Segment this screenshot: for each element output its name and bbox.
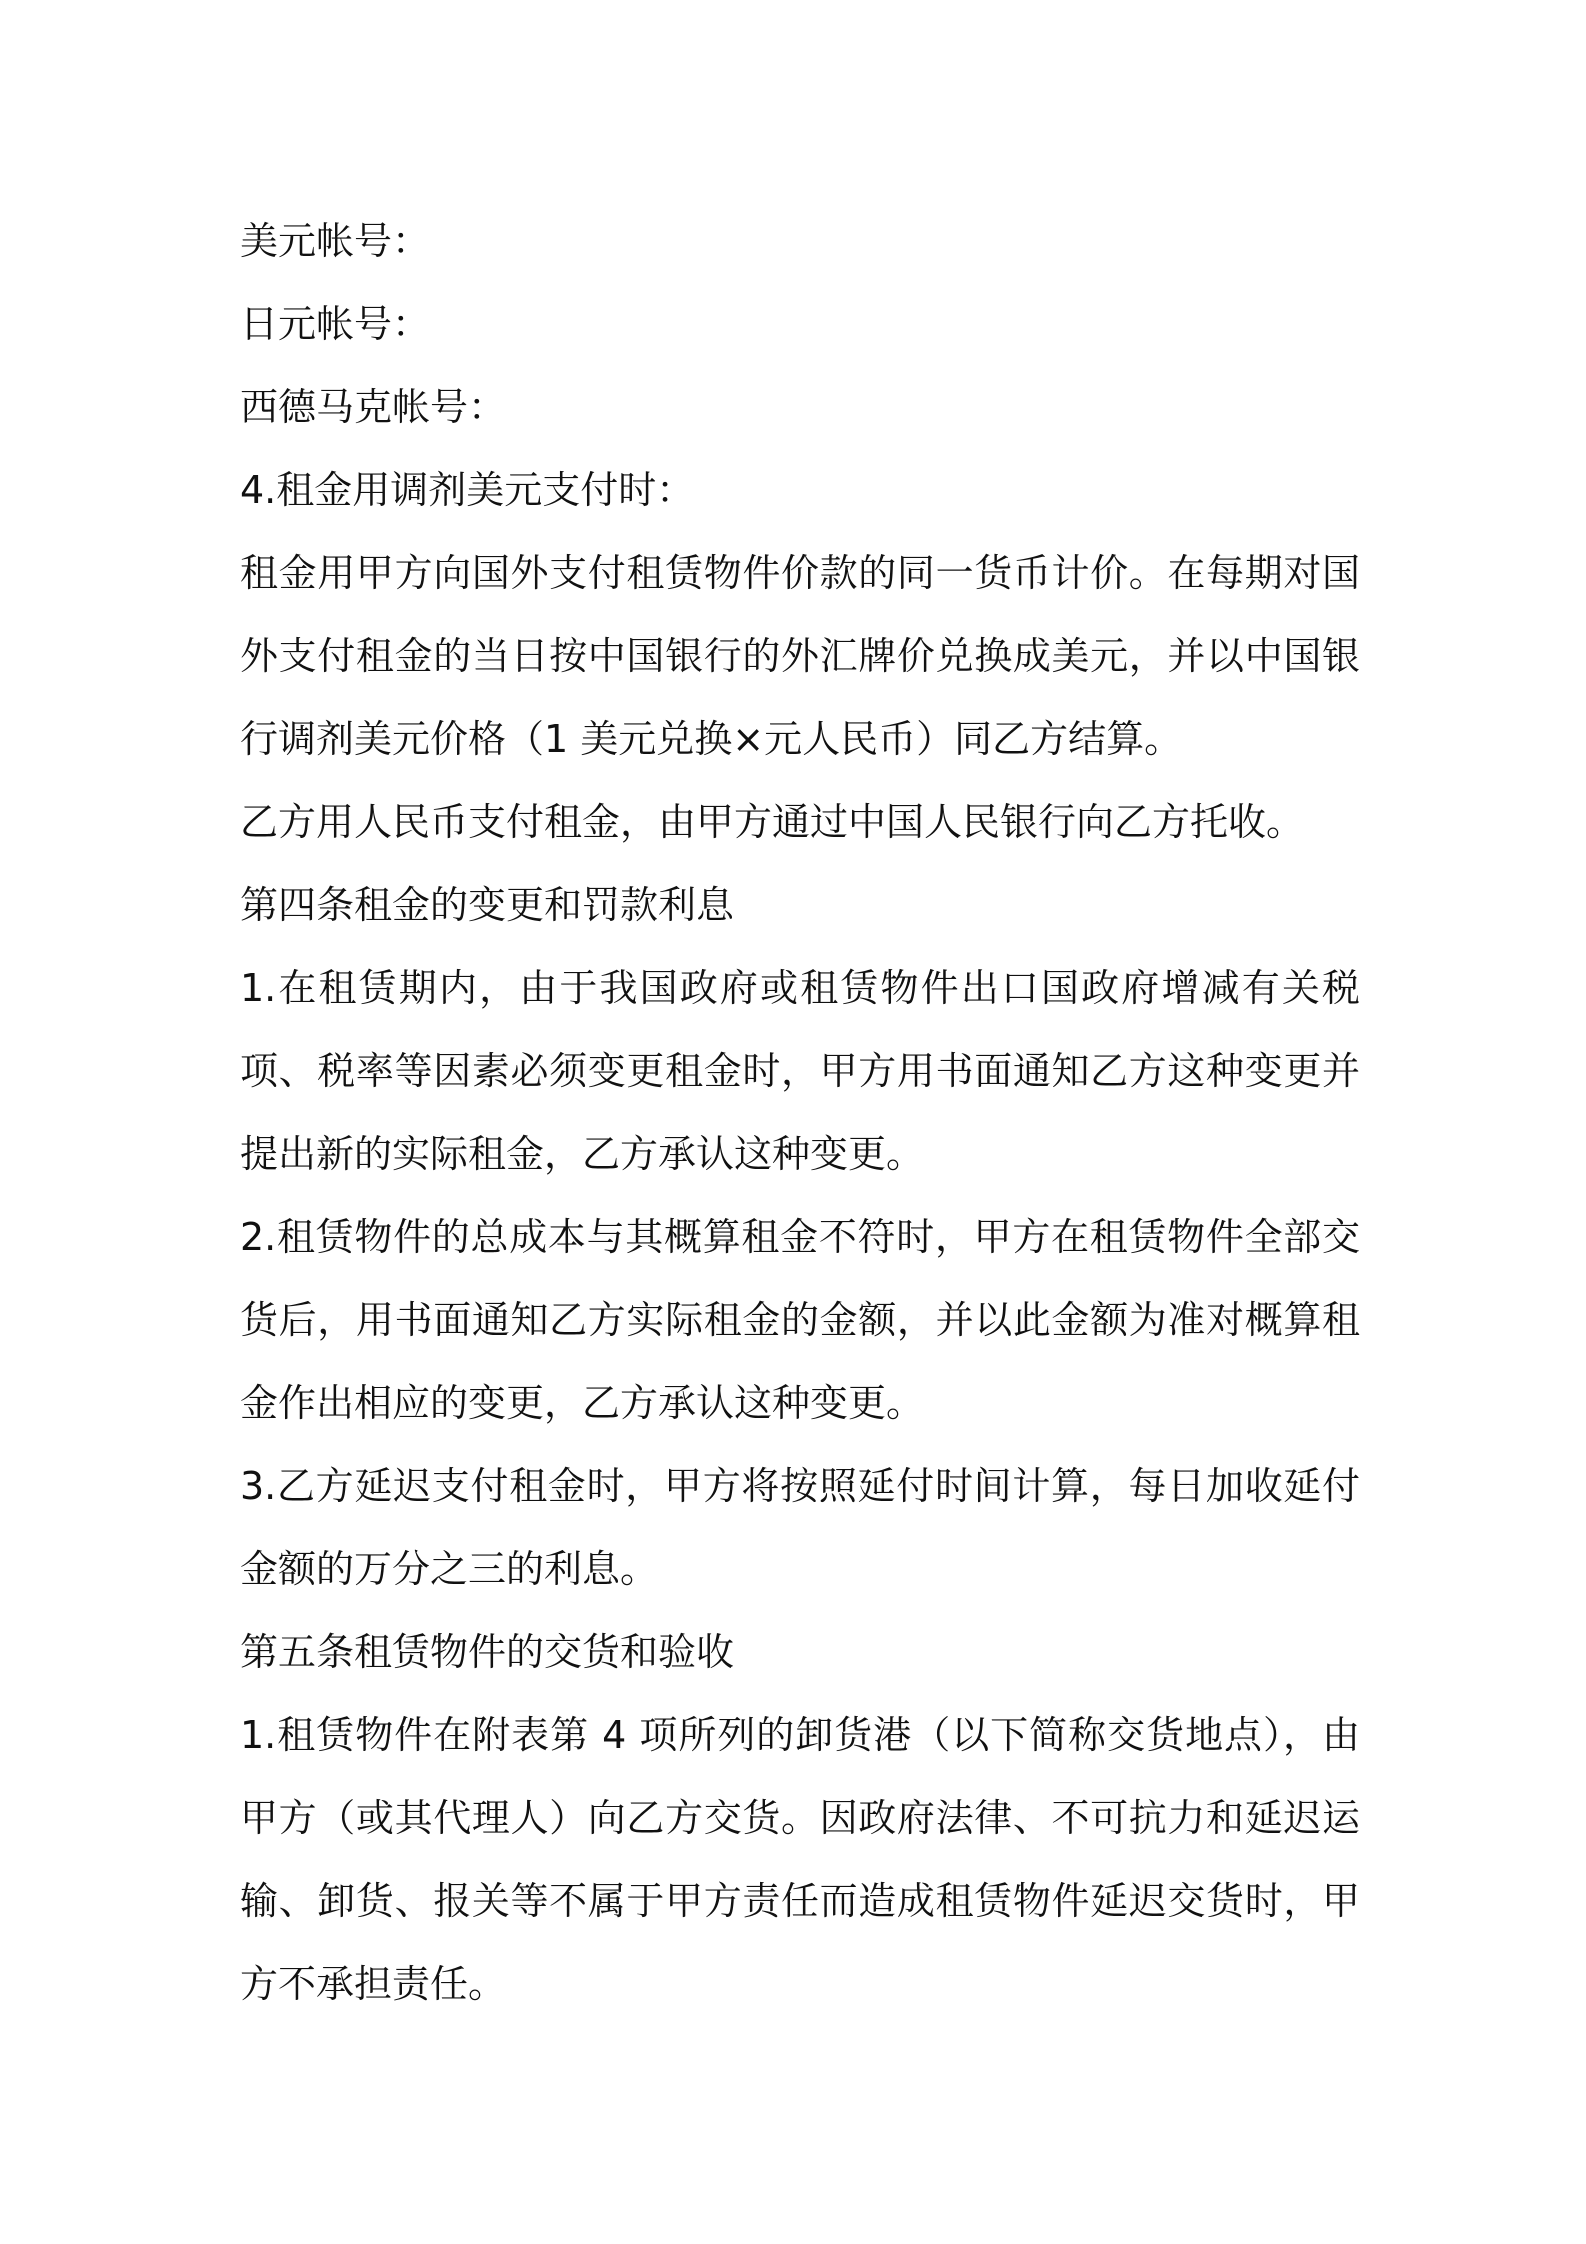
clause-item-4-heading: 4.租金用调剂美元支付时： <box>240 468 695 512</box>
usd-account-line: 美元帐号： <box>240 219 431 263</box>
paragraph-4-1: 1.在租赁期内，由于我国政府或租赁物件出口国政府增减有关税项、税率等因素必须变更租金时，甲方用书面通知乙方这种变更并提出新的实际租金，乙方承认这种变更。 <box>240 966 1360 1176</box>
paragraph-5-1: 1.租赁物件在附表第 4 项所列的卸货港（以下简称交货地点），由甲方（或其代理人）向乙方交货。因政府法律、不可抗力和延迟运输、卸货、报关等不属于甲方责任而造成租赁物件延迟交货时，甲方不承担责任。 <box>240 1713 1360 2006</box>
article-4-heading: 第四条租金的变更和罚款利息 <box>240 883 735 927</box>
paragraph-currency-pricing: 租金用甲方向国外支付租赁物件价款的同一货币计价。在每期对国外支付租金的当日按中国银行的外汇牌价兑换成美元，并以中国银行调剂美元价格（1 美元兑换×元人民币）同乙方结算。 <box>240 551 1360 761</box>
paragraph-4-2: 2.租赁物件的总成本与其概算租金不符时，甲方在租赁物件全部交货后，用书面通知乙方实际租金的金额，并以此金额为准对概算租金作出相应的变更，乙方承认这种变更。 <box>240 1215 1360 1425</box>
paragraph-rmb-payment: 乙方用人民币支付租金，由甲方通过中国人民银行向乙方托收。 <box>240 800 1305 844</box>
dem-account-line: 西德马克帐号： <box>240 385 507 429</box>
article-5-heading: 第五条租赁物件的交货和验收 <box>240 1630 735 1674</box>
paragraph-4-3: 3.乙方延迟支付租金时，甲方将按照延付时间计算，每日加收延付金额的万分之三的利息。 <box>240 1464 1360 1591</box>
document-body <box>240 200 1360 2026</box>
jpy-account-line: 日元帐号： <box>240 302 431 346</box>
